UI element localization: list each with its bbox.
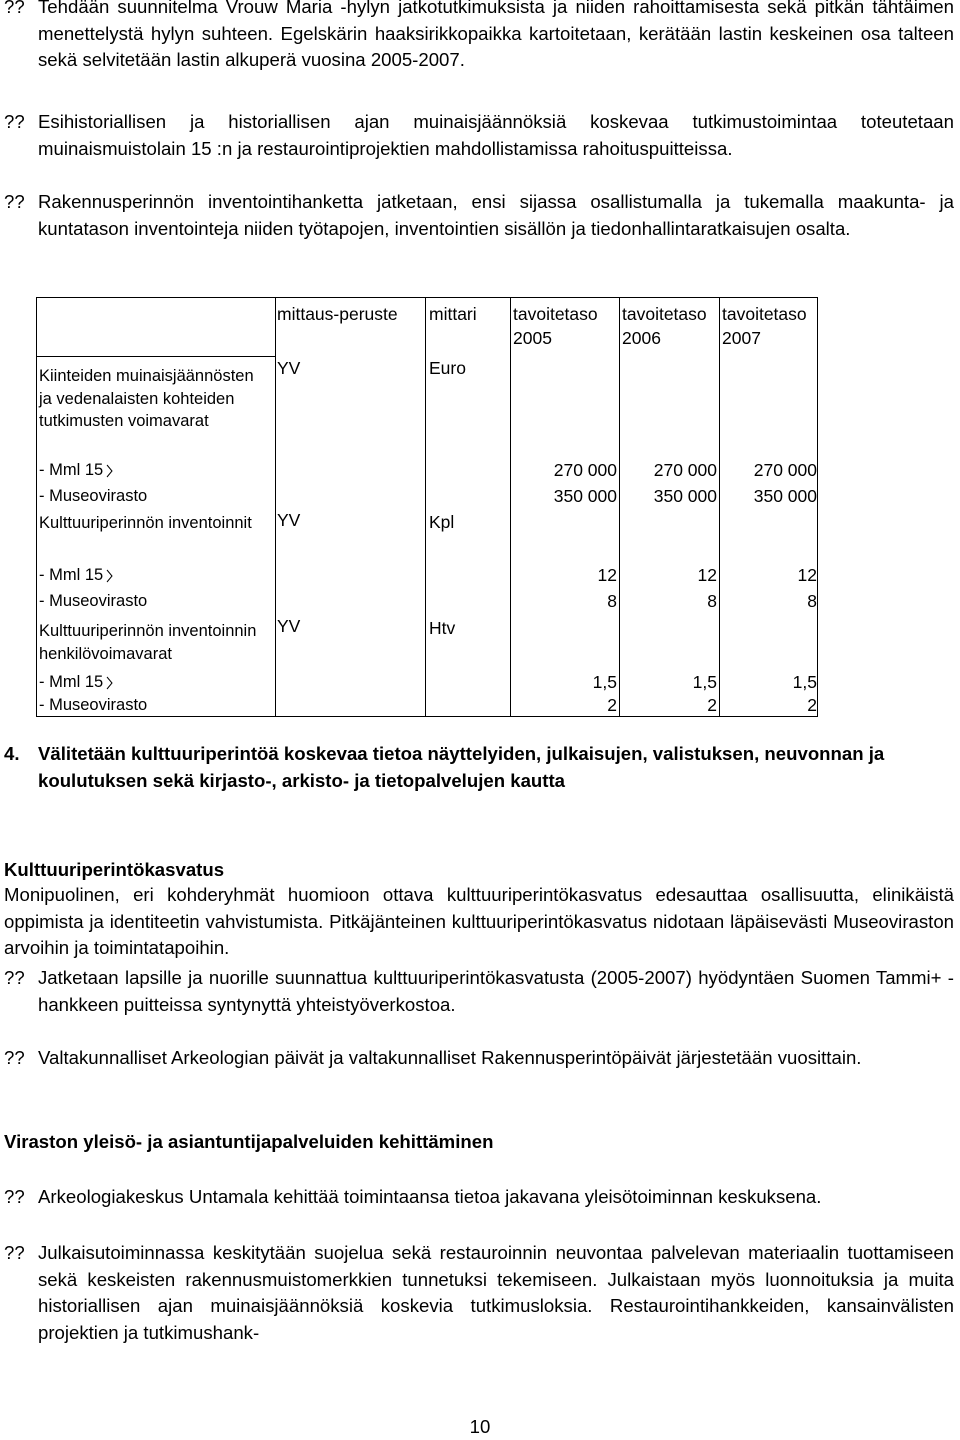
header-year-2006: 2006 bbox=[622, 328, 661, 348]
bullet-marker: ?? bbox=[4, 191, 25, 212]
group-basis: YV bbox=[277, 510, 301, 530]
row-label: - Museovirasto bbox=[39, 696, 148, 714]
section-title: Välitetään kulttuuriperintöä koskevaa tietoa näyttelyiden, julkaisujen, valistuksen, neuvonnan ja koulutuksen sekä kirjasto-, arkisto- ja tietopalvelujen kautta bbox=[38, 743, 885, 791]
bullet-marker: ?? bbox=[4, 0, 25, 17]
section-number: 4. bbox=[4, 743, 20, 764]
group-label: Kulttuuriperinnön inventoinnit bbox=[39, 514, 252, 532]
bullet-item bbox=[4, 109, 954, 162]
bullet-marker: ?? bbox=[4, 967, 25, 988]
bullet-item bbox=[4, 1045, 954, 1072]
value-cell: 8 bbox=[707, 591, 717, 611]
bullet-marker: ?? bbox=[4, 111, 25, 132]
header-year-2005: 2005 bbox=[513, 328, 552, 348]
value-cell: 270 000 bbox=[653, 460, 717, 480]
value-cell: 270 000 bbox=[753, 460, 817, 480]
value-cell: 12 bbox=[797, 565, 817, 585]
bullet-marker: ?? bbox=[4, 1186, 25, 1207]
row-label: - Mml 15 bbox=[39, 671, 265, 694]
header-target-2006: tavoitetaso bbox=[622, 304, 707, 324]
bullet-item bbox=[4, 189, 954, 242]
header-target-2007: tavoitetaso bbox=[722, 304, 807, 324]
value-cell: 270 000 bbox=[553, 460, 617, 480]
row-label: - Museovirasto bbox=[39, 592, 148, 610]
bullet-text: Jatketaan lapsille ja nuorille suunnattua kulttuuriperintökasvatusta (2005-2007) hyödyntäen Suomen Tammi+ -hankkeen puitteissa syntynyttä yhteistyöverkostoa. bbox=[38, 967, 954, 1015]
section-sign-icon bbox=[106, 569, 113, 583]
header-unit: mittari bbox=[429, 304, 477, 324]
row-label: - Museovirasto bbox=[39, 487, 148, 505]
section-heading bbox=[4, 741, 954, 794]
value-cell: 8 bbox=[607, 591, 617, 611]
bullet-text: Valtakunnalliset Arkeologian päivät ja valtakunnalliset Rakennusperintöpäivät järjestetään vuosittain. bbox=[38, 1047, 862, 1068]
group-unit: Euro bbox=[429, 358, 466, 378]
value-cell: 12 bbox=[697, 565, 717, 585]
page-number: 10 bbox=[469, 1416, 491, 1437]
indicator-table bbox=[36, 297, 818, 717]
group-basis: YV bbox=[277, 616, 301, 636]
value-cell: 350 000 bbox=[553, 486, 617, 506]
row-label: - Mml 15 bbox=[39, 564, 265, 587]
subheading: Viraston yleisö- ja asiantuntijapalveluiden kehittäminen bbox=[4, 1131, 494, 1152]
group-basis: YV bbox=[277, 358, 301, 378]
value-cell: 1,5 bbox=[792, 672, 817, 692]
value-cell: 2 bbox=[607, 695, 617, 715]
body-paragraph: Monipuolinen, eri kohderyhmät huomioon ottava kulttuuriperintökasvatus edesauttaa osallisuutta, elinikäistä oppimista ja identiteetin vahvistumista. Pitkäjänteinen kulttuuriperintökasvatus nidotaan läpäisevästi Museoviraston arvoihin ja toimintatapoihin. bbox=[4, 884, 954, 958]
value-cell: 2 bbox=[807, 695, 817, 715]
header-target-2005: tavoitetaso bbox=[513, 304, 598, 324]
bullet-item bbox=[4, 0, 954, 74]
bullet-marker: ?? bbox=[4, 1047, 25, 1068]
value-cell: 8 bbox=[807, 591, 817, 611]
group-unit: Kpl bbox=[429, 512, 455, 532]
value-cell: 1,5 bbox=[592, 672, 617, 692]
bullet-item bbox=[4, 965, 954, 1018]
bullet-item bbox=[4, 1184, 954, 1211]
group-label: Kulttuuriperinnön inventoinnin henkilövoimavarat bbox=[39, 622, 257, 663]
bullet-item bbox=[4, 1240, 954, 1346]
bullet-text: Julkaisutoiminnassa keskitytään suojelua sekä restauroinnin neuvontaa palvelevan materiaalin tuottamiseen sekä keskeisten rakennusmuistomerkkien tunnetuksi tekemiseen. Julkaistaan myös luonnoituksia ja muita historiallisen ajan muinaisjäännöksiä koskevia tutkimusloksia. Restaurointihankkeiden, kansainvälisten projektien ja tutkimushank- bbox=[38, 1242, 954, 1343]
header-basis: mittaus-peruste bbox=[277, 304, 398, 324]
group-unit: Htv bbox=[429, 618, 456, 638]
row-label: - Mml 15 bbox=[39, 459, 265, 482]
value-cell: 2 bbox=[707, 695, 717, 715]
bullet-marker: ?? bbox=[4, 1242, 25, 1263]
value-cell: 350 000 bbox=[753, 486, 817, 506]
bullet-text: Tehdään suunnitelma Vrouw Maria -hylyn jatkotutkimuksista ja niiden rahoittamisesta sekä pitkän tähtäimen menettelystä hylyn suhteen. Egelskärin haaksirikkopaikka kartoitetaan, kerätään lastin keskeinen osa talteen sekä selvitetään lastin alkuperä vuosina 2005-2007. bbox=[38, 0, 954, 70]
value-cell: 12 bbox=[597, 565, 617, 585]
bullet-text: Rakennusperinnön inventointihanketta jatketaan, ensi sijassa osallistumalla ja tukemalla maakunta- ja kuntatason inventointeja niiden työtapojen, inventointien sisällön ja tiedonhallintaratkaisujen osalta. bbox=[38, 191, 954, 239]
bullet-text: Esihistoriallisen ja historiallisen ajan muinaisjäännöksiä koskevaa tutkimustoimintaa toteutetaan muinaismuistolain 15 :n ja restaurointiprojektien mahdollistamissa rahoituspuitteissa. bbox=[38, 111, 954, 159]
value-cell: 1,5 bbox=[692, 672, 717, 692]
subheading: Kulttuuriperintökasvatus bbox=[4, 859, 225, 880]
value-cell: 350 000 bbox=[653, 486, 717, 506]
bullet-text: Arkeologiakeskus Untamala kehittää toimintaansa tietoa jakavana yleisötoiminnan keskuksena. bbox=[38, 1186, 822, 1207]
header-year-2007: 2007 bbox=[722, 328, 761, 348]
group-label: Kiinteiden muinaisjäännösten ja vedenalaisten kohteiden tutkimusten voimavarat bbox=[39, 367, 254, 430]
section-sign-icon bbox=[106, 464, 113, 478]
section-sign-icon bbox=[106, 676, 113, 690]
